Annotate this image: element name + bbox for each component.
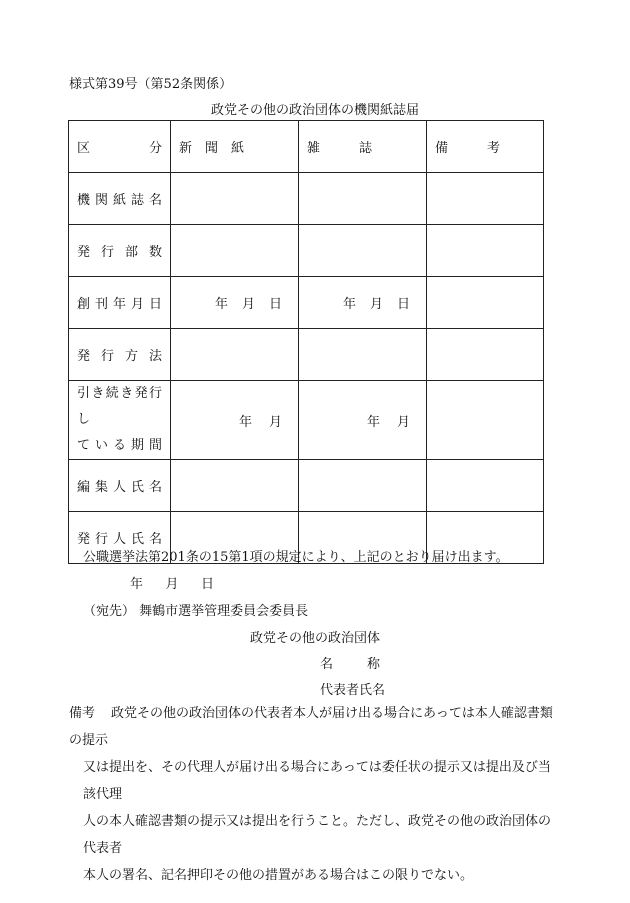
declaration-text: 公職選挙法第201条の15第1項の規定により、上記のとおり届け出ます。 (83, 550, 509, 565)
row-label-period: 引き続き発行し ている期間 (69, 381, 171, 460)
cell-date-newspaper[interactable]: 年 月 日 (171, 277, 299, 329)
addressee-name: 舞鶴市選挙管理委員会委員長 (139, 604, 309, 619)
row-label-editor: 編集人氏名 (69, 460, 171, 512)
table-row (69, 460, 544, 512)
header-newspaper: 新 聞 紙 (171, 121, 299, 173)
cell-input[interactable] (171, 173, 299, 225)
cell-period-magazine[interactable]: 年 月 (299, 381, 427, 460)
cell-input[interactable] (427, 460, 544, 512)
table-row (69, 225, 544, 277)
organization-heading: 政党その他の政治団体 (249, 631, 380, 646)
date-day-label: 日 (200, 577, 214, 592)
cell-input[interactable] (171, 329, 299, 381)
table-row (69, 173, 544, 225)
date-year-label: 年 (130, 577, 144, 592)
registration-table (68, 120, 544, 564)
header-remarks: 備 考 (427, 121, 544, 173)
representative-field[interactable]: 代表者氏名 (320, 683, 386, 698)
cell-input[interactable] (427, 225, 544, 277)
cell-period-newspaper[interactable]: 年 月 (171, 381, 299, 460)
cell-input[interactable] (427, 329, 544, 381)
submission-date[interactable] (130, 573, 214, 592)
org-name-field[interactable]: 名 称 (320, 657, 380, 672)
cell-date-magazine[interactable]: 年 月 日 (299, 277, 427, 329)
header-magazine: 雑 誌 (299, 121, 427, 173)
date-month-label: 月 (165, 577, 179, 592)
cell-input[interactable] (171, 460, 299, 512)
cell-input[interactable] (299, 173, 427, 225)
cell-input[interactable] (427, 381, 544, 460)
remarks: 備考 政党その他の政治団体の代表者本人が届け出る場合にあっては本人確認書類の提示 又は提出を、その代理人が届け出る場合にあっては委任状の提示又は提出及び当該代理 人の本人確認書類の提示又は提出を行うこと。ただし、政党その他の政治団体の代表者 本人の署名、記名押印その他の措置がある場合はこの限りでない。 (69, 700, 559, 889)
remarks-lead: 備考 (69, 706, 96, 721)
row-label-name: 機関紙誌名 (69, 173, 171, 225)
cell-input[interactable] (299, 329, 427, 381)
table-row (69, 381, 544, 460)
addressee-prefix: （宛先） (83, 604, 136, 619)
row-label-copies: 発行部数 (69, 225, 171, 277)
addressee (83, 600, 308, 619)
header-category: 区 分 (69, 121, 171, 173)
form-number: 様式第39号（第52条関係） (69, 77, 233, 92)
table-row (69, 277, 544, 329)
row-label-founded: 創刊年月日 (69, 277, 171, 329)
cell-input[interactable] (427, 173, 544, 225)
table-header-row (69, 121, 544, 173)
cell-input[interactable] (299, 460, 427, 512)
table-row (69, 329, 544, 381)
cell-input[interactable] (171, 225, 299, 277)
row-label-publisher: 発行人氏名 (69, 512, 171, 564)
cell-input[interactable] (299, 225, 427, 277)
form-title: 政党その他の政治団体の機関紙誌届 (210, 103, 419, 118)
cell-input[interactable] (427, 277, 544, 329)
row-label-method: 発行方法 (69, 329, 171, 381)
